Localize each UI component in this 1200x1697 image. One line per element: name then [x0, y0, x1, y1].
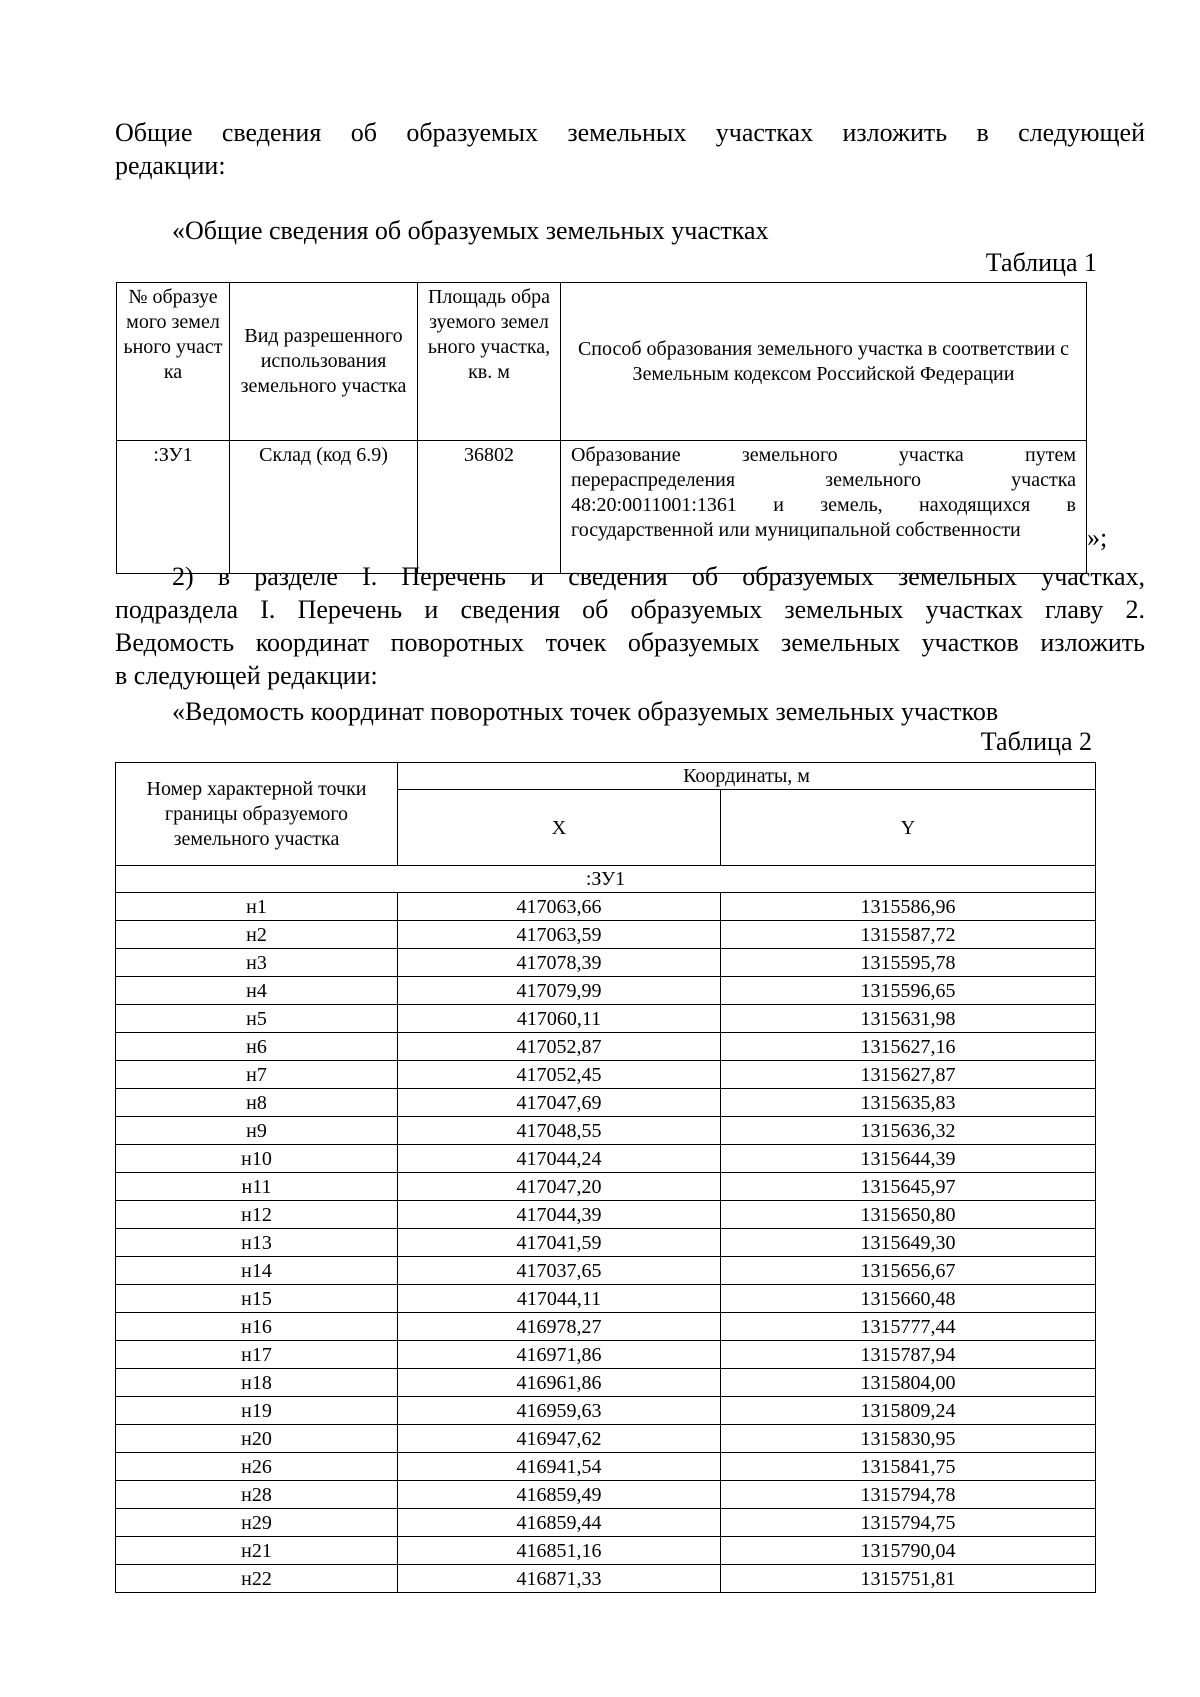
- cell-x: 417063,59: [398, 921, 721, 949]
- header-coordinates: Координаты, м: [398, 763, 1096, 790]
- intro-paragraph: [115, 116, 1145, 182]
- cell-y: 1315804,00: [721, 1369, 1096, 1397]
- table-row: [116, 893, 1096, 921]
- cell-y: 1315645,97: [721, 1173, 1096, 1201]
- cell-y: 1315627,16: [721, 1033, 1096, 1061]
- table-row: [116, 1313, 1096, 1341]
- table-row: [116, 1397, 1096, 1425]
- land-plots-table: [116, 282, 1087, 574]
- header-area: Площадь образуемого земельного участка, кв. м: [418, 283, 561, 441]
- header-x: X: [398, 790, 721, 866]
- cell-point: н17: [116, 1341, 398, 1369]
- cell-point: н4: [116, 977, 398, 1005]
- table-row: [116, 1145, 1096, 1173]
- header-permitted-use: Вид разрешенного использования земельного участка: [230, 283, 418, 441]
- cell-y: 1315635,83: [721, 1089, 1096, 1117]
- cell-x: 417037,65: [398, 1257, 721, 1285]
- cell-x: 417047,69: [398, 1089, 721, 1117]
- cell-y: 1315841,75: [721, 1453, 1096, 1481]
- cell-y: 1315777,44: [721, 1313, 1096, 1341]
- cell-x: 417060,11: [398, 1005, 721, 1033]
- cell-permitted-use: Склад (код 6.9): [230, 441, 418, 574]
- cell-point: н20: [116, 1425, 398, 1453]
- cell-formation-method: Образование земельного участка путем перераспределения земельного участка 48:20:0011001:1361 и земель, находящихся в государственной или муниципальной собственности: [561, 441, 1087, 574]
- cell-x: 417044,39: [398, 1201, 721, 1229]
- cell-x: 417052,87: [398, 1033, 721, 1061]
- cell-point: н16: [116, 1313, 398, 1341]
- cell-x: 417078,39: [398, 949, 721, 977]
- table-row: [116, 1201, 1096, 1229]
- cell-point: н3: [116, 949, 398, 977]
- cell-point: н28: [116, 1481, 398, 1509]
- cell-point: н2: [116, 921, 398, 949]
- table-row: [116, 1481, 1096, 1509]
- cell-y: 1315649,30: [721, 1229, 1096, 1257]
- cell-x: 417044,11: [398, 1285, 721, 1313]
- table-row: [116, 1537, 1096, 1565]
- cell-point: н9: [116, 1117, 398, 1145]
- table1-closing-quote: »;: [1087, 523, 1108, 552]
- table-row: [116, 1285, 1096, 1313]
- table-row: [116, 1369, 1096, 1397]
- table-row: [116, 1425, 1096, 1453]
- header-y: Y: [721, 790, 1096, 866]
- cell-y: 1315644,39: [721, 1145, 1096, 1173]
- intro-line-1: Общие сведения об образуемых земельных участках изложить в следующей: [115, 118, 1145, 147]
- cell-y: 1315586,96: [721, 893, 1096, 921]
- paragraph-2-line-3: Ведомость координат поворотных точек образуемых земельных участков изложить: [115, 628, 1145, 657]
- cell-y: 1315787,94: [721, 1341, 1096, 1369]
- table-row: [116, 1089, 1096, 1117]
- paragraph-2-line-4: в следующей редакции:: [115, 661, 378, 690]
- cell-point: н26: [116, 1453, 398, 1481]
- cell-x: 416959,63: [398, 1397, 721, 1425]
- table-row: [116, 1453, 1096, 1481]
- table-row: [116, 1117, 1096, 1145]
- table2-caption: Таблица 2: [980, 727, 1092, 756]
- table-row: [116, 1257, 1096, 1285]
- cell-y: 1315650,80: [721, 1201, 1096, 1229]
- cell-y: 1315660,48: [721, 1285, 1096, 1313]
- cell-plot-number: :ЗУ1: [117, 441, 230, 574]
- table2-heading: «Ведомость координат поворотных точек образуемых земельных участков: [172, 697, 999, 726]
- cell-y: 1315751,81: [721, 1565, 1096, 1593]
- cell-y: 1315790,04: [721, 1537, 1096, 1565]
- cell-x: 416961,86: [398, 1369, 721, 1397]
- cell-x: 417052,45: [398, 1061, 721, 1089]
- table-row: [116, 1173, 1096, 1201]
- table-row: [116, 1061, 1096, 1089]
- table-row: [116, 949, 1096, 977]
- cell-point: н14: [116, 1257, 398, 1285]
- coordinates-table-body: [116, 893, 1096, 1593]
- cell-x: 416978,27: [398, 1313, 721, 1341]
- paragraph-2-line-2: подраздела I. Перечень и сведения об образуемых земельных участках главу 2.: [115, 595, 1145, 624]
- cell-x: 416859,49: [398, 1481, 721, 1509]
- table1-heading: «Общие сведения об образуемых земельных участках: [172, 216, 769, 245]
- cell-x: 417047,20: [398, 1173, 721, 1201]
- cell-point: н8: [116, 1089, 398, 1117]
- paragraph-2: [115, 560, 1145, 692]
- cell-x: 416947,62: [398, 1425, 721, 1453]
- header-formation-method: Способ образования земельного участка в соответствии с Земельным кодексом Российской Федерации: [561, 283, 1087, 441]
- cell-y: 1315631,98: [721, 1005, 1096, 1033]
- cell-y: 1315587,72: [721, 921, 1096, 949]
- cell-x: 416871,33: [398, 1565, 721, 1593]
- table-row: [116, 977, 1096, 1005]
- cell-point: н29: [116, 1509, 398, 1537]
- cell-y: 1315809,24: [721, 1397, 1096, 1425]
- cell-x: 416851,16: [398, 1537, 721, 1565]
- cell-x: 417044,24: [398, 1145, 721, 1173]
- cell-point: н19: [116, 1397, 398, 1425]
- cell-point: н15: [116, 1285, 398, 1313]
- cell-y: 1315627,87: [721, 1061, 1096, 1089]
- cell-y: 1315656,67: [721, 1257, 1096, 1285]
- cell-y: 1315636,32: [721, 1117, 1096, 1145]
- cell-point: н18: [116, 1369, 398, 1397]
- cell-point: н11: [116, 1173, 398, 1201]
- cell-point: н22: [116, 1565, 398, 1593]
- table-row: [116, 921, 1096, 949]
- cell-point: н12: [116, 1201, 398, 1229]
- cell-point: н21: [116, 1537, 398, 1565]
- cell-x: 417063,66: [398, 893, 721, 921]
- intro-line-2: редакции:: [115, 151, 226, 180]
- cell-area: 36802: [418, 441, 561, 574]
- table-row: [116, 1005, 1096, 1033]
- cell-point: н10: [116, 1145, 398, 1173]
- cell-y: 1315830,95: [721, 1425, 1096, 1453]
- table-row: [116, 1341, 1096, 1369]
- cell-x: 417079,99: [398, 977, 721, 1005]
- cell-x: 416859,44: [398, 1509, 721, 1537]
- table2-group-row: [116, 866, 1096, 893]
- table1-row: [117, 441, 1087, 574]
- cell-y: 1315794,78: [721, 1481, 1096, 1509]
- cell-point: н6: [116, 1033, 398, 1061]
- cell-x: 416941,54: [398, 1453, 721, 1481]
- group-label: :ЗУ1: [116, 866, 1096, 893]
- cell-y: 1315596,65: [721, 977, 1096, 1005]
- cell-x: 417048,55: [398, 1117, 721, 1145]
- table-row: [116, 1565, 1096, 1593]
- table1-header-row: [117, 283, 1087, 441]
- cell-point: н5: [116, 1005, 398, 1033]
- cell-x: 417041,59: [398, 1229, 721, 1257]
- cell-point: н13: [116, 1229, 398, 1257]
- cell-point: н7: [116, 1061, 398, 1089]
- cell-point: н1: [116, 893, 398, 921]
- cell-x: 416971,86: [398, 1341, 721, 1369]
- table-row: [116, 1033, 1096, 1061]
- paragraph-2-line-1: 2) в разделе I. Перечень и сведения об образуемых земельных участках,: [172, 562, 1145, 591]
- coordinates-table: [115, 762, 1096, 1593]
- header-plot-number: № образуемого земельного участка: [117, 283, 230, 441]
- table2-header-row-1: [116, 763, 1096, 790]
- cell-y: 1315595,78: [721, 949, 1096, 977]
- table-row: [116, 1229, 1096, 1257]
- header-point-number: Номер характерной точки границы образуемого земельного участка: [116, 763, 398, 866]
- cell-y: 1315794,75: [721, 1509, 1096, 1537]
- table-row: [116, 1509, 1096, 1537]
- table1-caption: Таблица 1: [985, 248, 1097, 277]
